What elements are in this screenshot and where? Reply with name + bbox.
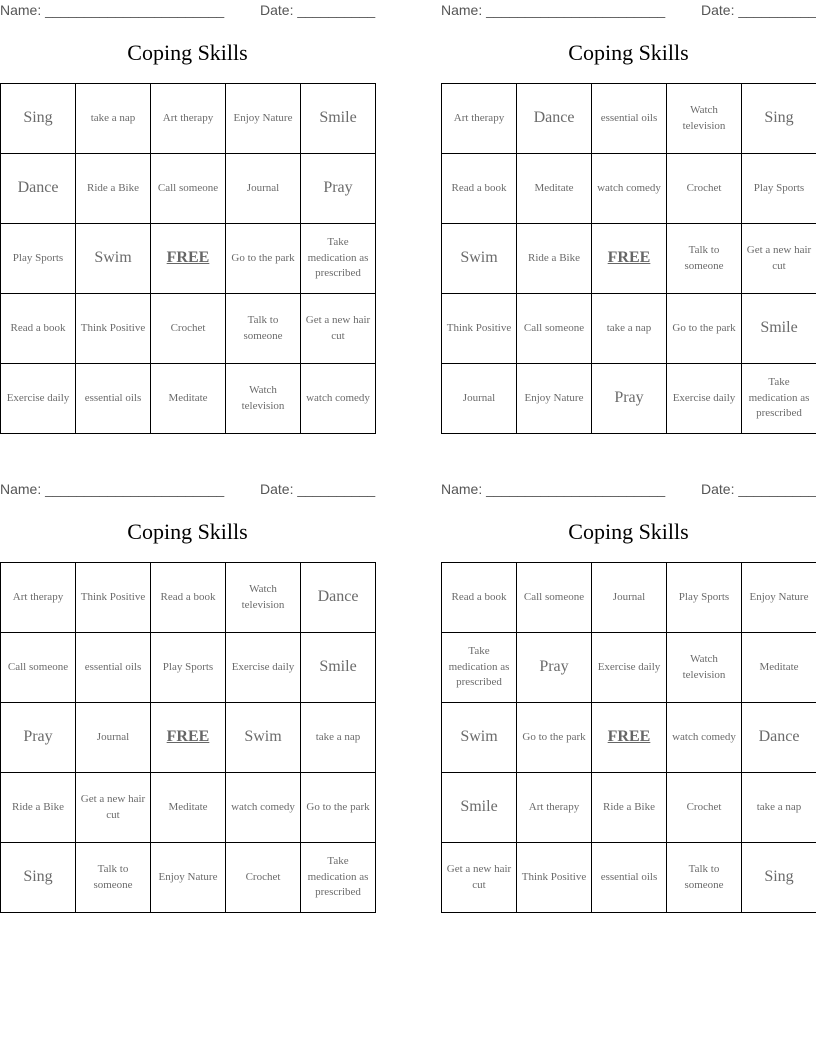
bingo-row: [1, 843, 376, 913]
bingo-cell[interactable]: take a nap: [592, 294, 667, 364]
bingo-cell[interactable]: Read a book: [442, 154, 517, 224]
card-header: [0, 0, 375, 22]
bingo-cell[interactable]: Swim: [76, 224, 151, 294]
bingo-cell[interactable]: Smile: [301, 633, 376, 703]
bingo-cell[interactable]: Crochet: [667, 154, 742, 224]
bingo-cell[interactable]: Watch television: [226, 364, 301, 434]
bingo-row: [1, 633, 376, 703]
bingo-cell[interactable]: take a nap: [76, 84, 151, 154]
bingo-cell[interactable]: Call someone: [1, 633, 76, 703]
bingo-cell[interactable]: Play Sports: [742, 154, 816, 224]
bingo-cell[interactable]: Exercise daily: [226, 633, 301, 703]
bingo-cell[interactable]: Exercise daily: [667, 364, 742, 434]
bingo-cell[interactable]: watch comedy: [592, 154, 667, 224]
bingo-cell[interactable]: Read a book: [151, 563, 226, 633]
bingo-cell[interactable]: Watch television: [226, 563, 301, 633]
card-title: Coping Skills: [568, 519, 689, 544]
bingo-cell[interactable]: essential oils: [76, 633, 151, 703]
bingo-cell[interactable]: Sing: [742, 843, 816, 913]
bingo-grid: [441, 83, 816, 434]
card-title: Coping Skills: [568, 40, 689, 65]
bingo-row: [1, 773, 376, 843]
bingo-row: [442, 703, 816, 773]
date-field[interactable]: Date: __________: [701, 2, 816, 18]
bingo-cell[interactable]: Sing: [1, 843, 76, 913]
bingo-cell[interactable]: Exercise daily: [1, 364, 76, 434]
bingo-cell[interactable]: Talk to someone: [667, 843, 742, 913]
free-space-cell[interactable]: FREE: [151, 703, 226, 773]
bingo-row: [442, 773, 816, 843]
bingo-cell[interactable]: Watch television: [667, 633, 742, 703]
bingo-cell[interactable]: Meditate: [151, 773, 226, 843]
bingo-cell[interactable]: Crochet: [151, 294, 226, 364]
bingo-grid: [441, 562, 816, 913]
bingo-cell[interactable]: Ride a Bike: [76, 154, 151, 224]
name-field[interactable]: Name: _______________________: [441, 2, 666, 18]
bingo-cell[interactable]: Go to the park: [517, 703, 592, 773]
bingo-row: [442, 563, 816, 633]
bingo-cell[interactable]: Pray: [592, 364, 667, 434]
bingo-cell[interactable]: Art therapy: [151, 84, 226, 154]
bingo-cell[interactable]: Smile: [742, 294, 816, 364]
bingo-cell[interactable]: Play Sports: [1, 224, 76, 294]
bingo-cell[interactable]: Pray: [301, 154, 376, 224]
bingo-cell[interactable]: Journal: [592, 563, 667, 633]
bingo-cell[interactable]: Meditate: [151, 364, 226, 434]
name-field[interactable]: Name: _______________________: [0, 2, 225, 18]
bingo-row: [442, 154, 816, 224]
card-header: [441, 0, 816, 22]
bingo-cell[interactable]: Enjoy Nature: [517, 364, 592, 434]
bingo-cell[interactable]: essential oils: [76, 364, 151, 434]
bingo-cell[interactable]: Swim: [226, 703, 301, 773]
free-space-cell[interactable]: FREE: [592, 703, 667, 773]
bingo-cell[interactable]: Watch television: [667, 84, 742, 154]
bingo-cell[interactable]: Take medication as prescribed: [301, 843, 376, 913]
bingo-cell[interactable]: Get a new hair cut: [76, 773, 151, 843]
bingo-cell[interactable]: Crochet: [226, 843, 301, 913]
bingo-cell[interactable]: Enjoy Nature: [151, 843, 226, 913]
bingo-row: [1, 364, 376, 434]
bingo-cell[interactable]: essential oils: [592, 84, 667, 154]
bingo-cell[interactable]: Play Sports: [667, 563, 742, 633]
bingo-cell[interactable]: Think Positive: [76, 563, 151, 633]
bingo-row: [1, 703, 376, 773]
bingo-cell[interactable]: Go to the park: [226, 224, 301, 294]
date-field[interactable]: Date: __________: [260, 2, 376, 18]
bingo-cell[interactable]: Think Positive: [442, 294, 517, 364]
bingo-cell[interactable]: Ride a Bike: [517, 224, 592, 294]
bingo-cell[interactable]: Call someone: [517, 563, 592, 633]
bingo-cell[interactable]: Art therapy: [442, 84, 517, 154]
bingo-cell[interactable]: Enjoy Nature: [226, 84, 301, 154]
bingo-grid: [0, 562, 376, 913]
bingo-cell[interactable]: Exercise daily: [592, 633, 667, 703]
bingo-cell[interactable]: Take medication as prescribed: [742, 364, 816, 434]
bingo-cell[interactable]: Crochet: [667, 773, 742, 843]
card-title: Coping Skills: [127, 40, 248, 65]
bingo-cell[interactable]: Go to the park: [667, 294, 742, 364]
free-space-cell[interactable]: FREE: [592, 224, 667, 294]
bingo-cell[interactable]: Ride a Bike: [592, 773, 667, 843]
bingo-cell[interactable]: Get a new hair cut: [301, 294, 376, 364]
date-field[interactable]: Date: __________: [260, 481, 376, 497]
bingo-cell[interactable]: Get a new hair cut: [742, 224, 816, 294]
card-title: Coping Skills: [127, 519, 248, 544]
bingo-cell[interactable]: Call someone: [517, 294, 592, 364]
bingo-cell[interactable]: Pray: [517, 633, 592, 703]
bingo-cell[interactable]: Talk to someone: [226, 294, 301, 364]
date-field[interactable]: Date: __________: [701, 481, 816, 497]
bingo-cell[interactable]: Go to the park: [301, 773, 376, 843]
bingo-cell[interactable]: take a nap: [742, 773, 816, 843]
bingo-row: [442, 224, 816, 294]
bingo-row: [442, 843, 816, 913]
bingo-cell[interactable]: Dance: [301, 563, 376, 633]
bingo-cell[interactable]: Sing: [1, 84, 76, 154]
bingo-row: [1, 84, 376, 154]
bingo-cell[interactable]: essential oils: [592, 843, 667, 913]
bingo-cell[interactable]: Dance: [517, 84, 592, 154]
bingo-row: [1, 224, 376, 294]
bingo-cell[interactable]: watch comedy: [301, 364, 376, 434]
bingo-cell[interactable]: Smile: [301, 84, 376, 154]
bingo-cell[interactable]: watch comedy: [226, 773, 301, 843]
bingo-cell[interactable]: Art therapy: [1, 563, 76, 633]
bingo-grid: [0, 83, 376, 434]
bingo-cell[interactable]: Talk to someone: [76, 843, 151, 913]
bingo-cell[interactable]: Swim: [442, 703, 517, 773]
bingo-cell[interactable]: Smile: [442, 773, 517, 843]
bingo-cell[interactable]: Sing: [742, 84, 816, 154]
bingo-cell[interactable]: Dance: [742, 703, 816, 773]
name-field[interactable]: Name: _______________________: [441, 481, 666, 497]
bingo-cell[interactable]: Think Positive: [76, 294, 151, 364]
bingo-row: [442, 364, 816, 434]
card-header: [0, 479, 375, 501]
bingo-row: [442, 633, 816, 703]
name-field[interactable]: Name: _______________________: [0, 481, 225, 497]
bingo-cell[interactable]: Take medication as prescribed: [301, 224, 376, 294]
bingo-cell[interactable]: Journal: [76, 703, 151, 773]
bingo-cell[interactable]: Think Positive: [517, 843, 592, 913]
bingo-cell[interactable]: Play Sports: [151, 633, 226, 703]
bingo-cell[interactable]: Get a new hair cut: [442, 843, 517, 913]
bingo-cell[interactable]: Read a book: [442, 563, 517, 633]
bingo-row: [442, 294, 816, 364]
bingo-cell[interactable]: Read a book: [1, 294, 76, 364]
bingo-cell[interactable]: Swim: [442, 224, 517, 294]
bingo-cell[interactable]: Art therapy: [517, 773, 592, 843]
bingo-cell[interactable]: Ride a Bike: [1, 773, 76, 843]
bingo-cell[interactable]: Journal: [226, 154, 301, 224]
bingo-cell[interactable]: Meditate: [517, 154, 592, 224]
bingo-cell[interactable]: Take medication as prescribed: [442, 633, 517, 703]
bingo-cell[interactable]: Journal: [442, 364, 517, 434]
bingo-row: [1, 563, 376, 633]
bingo-cell[interactable]: Call someone: [151, 154, 226, 224]
bingo-cell[interactable]: Meditate: [742, 633, 816, 703]
bingo-cell[interactable]: Enjoy Nature: [742, 563, 816, 633]
bingo-row: [1, 154, 376, 224]
bingo-cell[interactable]: Pray: [1, 703, 76, 773]
bingo-cell[interactable]: watch comedy: [667, 703, 742, 773]
bingo-row: [442, 84, 816, 154]
bingo-row: [1, 294, 376, 364]
bingo-cell[interactable]: Talk to someone: [667, 224, 742, 294]
free-space-cell[interactable]: FREE: [151, 224, 226, 294]
bingo-cell[interactable]: take a nap: [301, 703, 376, 773]
card-header: [441, 479, 816, 501]
bingo-cell[interactable]: Dance: [1, 154, 76, 224]
